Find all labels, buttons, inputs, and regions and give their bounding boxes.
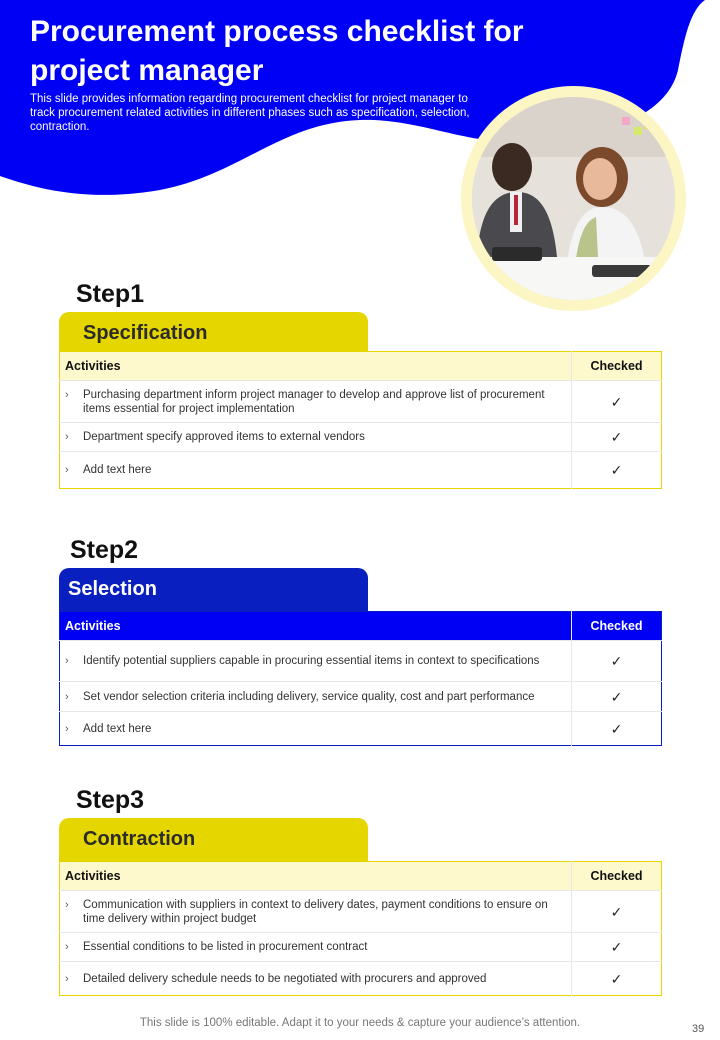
activity-text: Identify potential suppliers capable in procuring essential items in context to specifications [83, 655, 540, 667]
activity-text: Detailed delivery schedule needs to be negotiated with procurers and approved [83, 972, 487, 985]
chevron-right-icon: › [65, 972, 69, 985]
checklist-table-selection [59, 611, 662, 746]
table-row [60, 682, 662, 712]
step-2-label: Step2 [70, 536, 139, 564]
checklist-table-contraction [59, 861, 662, 996]
chevron-right-icon: › [65, 722, 69, 735]
check-icon: ✓ [572, 933, 662, 962]
column-header-checked: Checked [572, 352, 662, 381]
check-icon: ✓ [572, 641, 662, 682]
check-icon: ✓ [572, 891, 662, 933]
chevron-right-icon: › [65, 690, 69, 703]
table-row [60, 452, 662, 489]
team-photo [472, 97, 675, 300]
chevron-right-icon: › [65, 431, 69, 443]
chevron-right-icon: › [65, 388, 69, 401]
check-icon: ✓ [572, 712, 662, 746]
checklist-table-specification [59, 351, 662, 489]
table-row [60, 381, 662, 423]
table-header-row [60, 862, 662, 891]
step-1-label: Step1 [76, 280, 145, 308]
check-icon: ✓ [572, 423, 662, 452]
activity-text: Set vendor selection criteria including delivery, service quality, cost and part performance [83, 690, 535, 703]
activity-text: Essential conditions to be listed in procurement contract [83, 941, 368, 953]
column-header-checked: Checked [572, 862, 662, 891]
table-row [60, 933, 662, 962]
table-row [60, 641, 662, 682]
check-icon: ✓ [572, 381, 662, 423]
table-row [60, 712, 662, 746]
column-header-activities: Activities [60, 612, 572, 641]
page-subtitle: This slide provides information regarding procurement checklist for project manager to track procurement related activities in different phases such as specification, selection, contraction. [30, 93, 470, 133]
phase-tab-specification: Specification [59, 312, 368, 352]
chevron-right-icon: › [65, 655, 69, 667]
activity-text: Add text here [83, 722, 152, 735]
check-icon: ✓ [572, 682, 662, 712]
column-header-checked: Checked [572, 612, 662, 641]
chevron-right-icon: › [65, 941, 69, 953]
chevron-right-icon: › [65, 898, 69, 911]
chevron-right-icon: › [65, 464, 69, 476]
phase-tab-contraction: Contraction [59, 818, 368, 861]
table-row [60, 891, 662, 933]
table-row [60, 423, 662, 452]
page-title: Procurement process checklist for project manager [30, 15, 524, 87]
activity-text: Purchasing department inform project manager to develop and approve list of procurement items essential for project implementation [83, 388, 545, 415]
check-icon: ✓ [572, 962, 662, 996]
activity-text: Add text here [83, 464, 152, 476]
table-row [60, 962, 662, 996]
activity-text: Communication with suppliers in context to delivery dates, payment conditions to ensure on time delivery within project budget [83, 898, 548, 925]
page-number: 39 [692, 1023, 705, 1035]
column-header-activities: Activities [60, 862, 572, 891]
phase-tab-selection: Selection [59, 568, 368, 611]
check-icon: ✓ [572, 452, 662, 489]
table-header-row [60, 352, 662, 381]
activity-text: Department specify approved items to external vendors [83, 431, 365, 443]
column-header-activities: Activities [60, 352, 572, 381]
table-header-row [60, 612, 662, 641]
step-3-label: Step3 [76, 786, 145, 814]
footer-note: This slide is 100% editable. Adapt it to your needs & capture your audience’s attention. [139, 1017, 581, 1029]
